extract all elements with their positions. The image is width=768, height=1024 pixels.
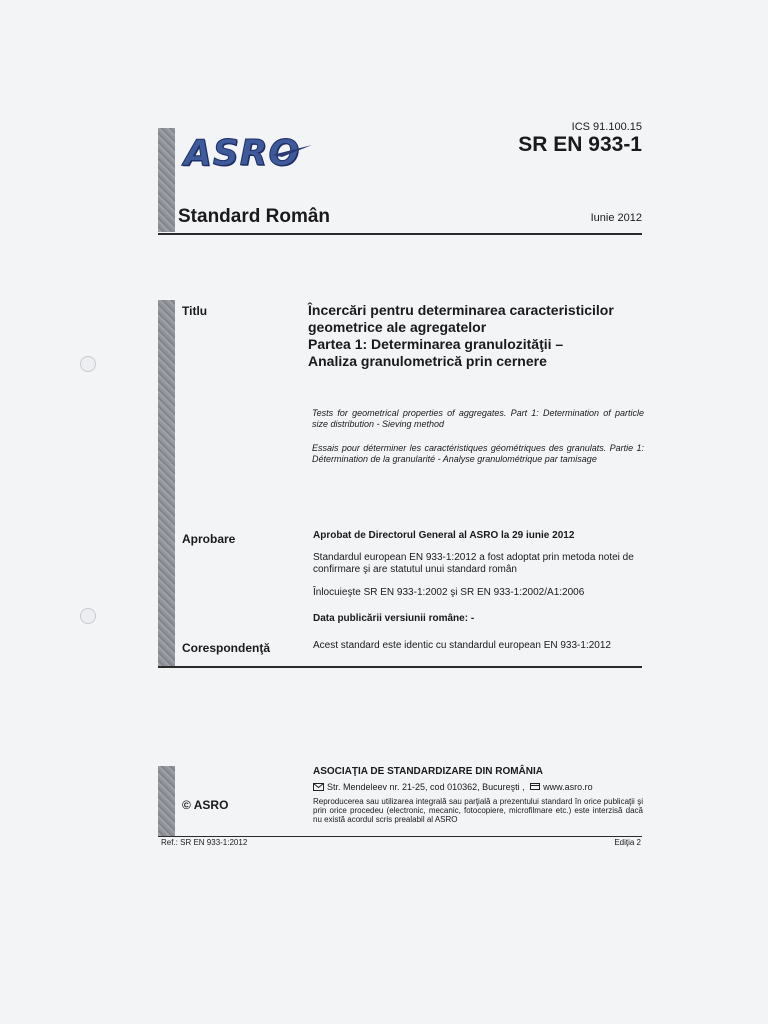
title-romanian [308,302,648,370]
replaces-statement: Înlocuieşte SR EN 933-1:2002 şi SR EN 933-1:2002/A1:2006 [313,587,585,598]
standard-type: Standard Român [178,206,331,227]
reference-code: Ref.: SR EN 933-1:2012 [161,838,248,847]
corespondenta-label: Corespondenţă [182,641,271,655]
envelope-icon [313,783,324,791]
approval-statement: Aprobat de Directorul General al ASRO la 29 iunie 2012 [313,530,575,541]
title-line: geometrice ale agregatelor [308,319,487,335]
punch-hole-mark [80,356,96,372]
punch-hole-mark [80,608,96,624]
web-icon [530,783,540,791]
title-line: Analiza granulometrică prin cernere [308,353,547,369]
address-text: Str. Mendeleev nr. 21-25, cod 010362, Bucureşti , [327,782,525,792]
publication-date: Iunie 2012 [590,212,642,224]
info-side-bar [158,300,175,666]
edition-number: Ediţia 2 [614,838,641,847]
adoption-statement: Standardul european EN 933-1:2012 a fost adoptat prin metoda notei de confirmare şi are statutul unui standard român [313,552,634,575]
header-side-bar [158,128,175,232]
info-divider [158,666,642,668]
title-line: Încercări pentru determinarea caracteristicilor [308,302,614,318]
titlu-label: Titlu [182,304,208,318]
ics-code: ICS 91.100.15 [571,121,642,133]
reproduction-notice: Reproducerea sau utilizarea integrală sau parţială a prezentului standard în orice publicaţii şi prin orice procedeu (electronic, mecanic, fotocopiere, microfilmare etc.) este interzisă dacă nu există acordul scris prealabil al ASRO [313,797,643,824]
standard-id: SR EN 933-1 [518,133,642,156]
address-line [313,781,639,793]
publication-statement: Data publicării versiunii române: - [313,613,475,624]
asro-logo: ASRO [184,133,300,174]
copyright-asro: © ASRO [182,798,229,812]
aprobare-label: Aprobare [182,532,236,546]
header-divider [158,233,642,235]
footer-side-bar [158,766,175,836]
organization-name: ASOCIAŢIA DE STANDARDIZARE DIN ROMÂNIA [313,766,543,777]
website-link[interactable]: www.asro.ro [543,782,593,792]
title-french: Essais pour déterminer les caractéristiques géométriques des granulats. Partie 1: Détermination de la granularité - Analyse granulométrique par tamisage [312,443,644,464]
title-english: Tests for geometrical properties of aggregates. Part 1: Determination of particle size distribution - Sieving method [312,408,644,429]
correspondence-statement: Acest standard este identic cu standardul european EN 933-1:2012 [313,640,611,651]
title-line: Partea 1: Determinarea granulozităţii – [308,336,564,352]
footer-divider [158,836,642,837]
